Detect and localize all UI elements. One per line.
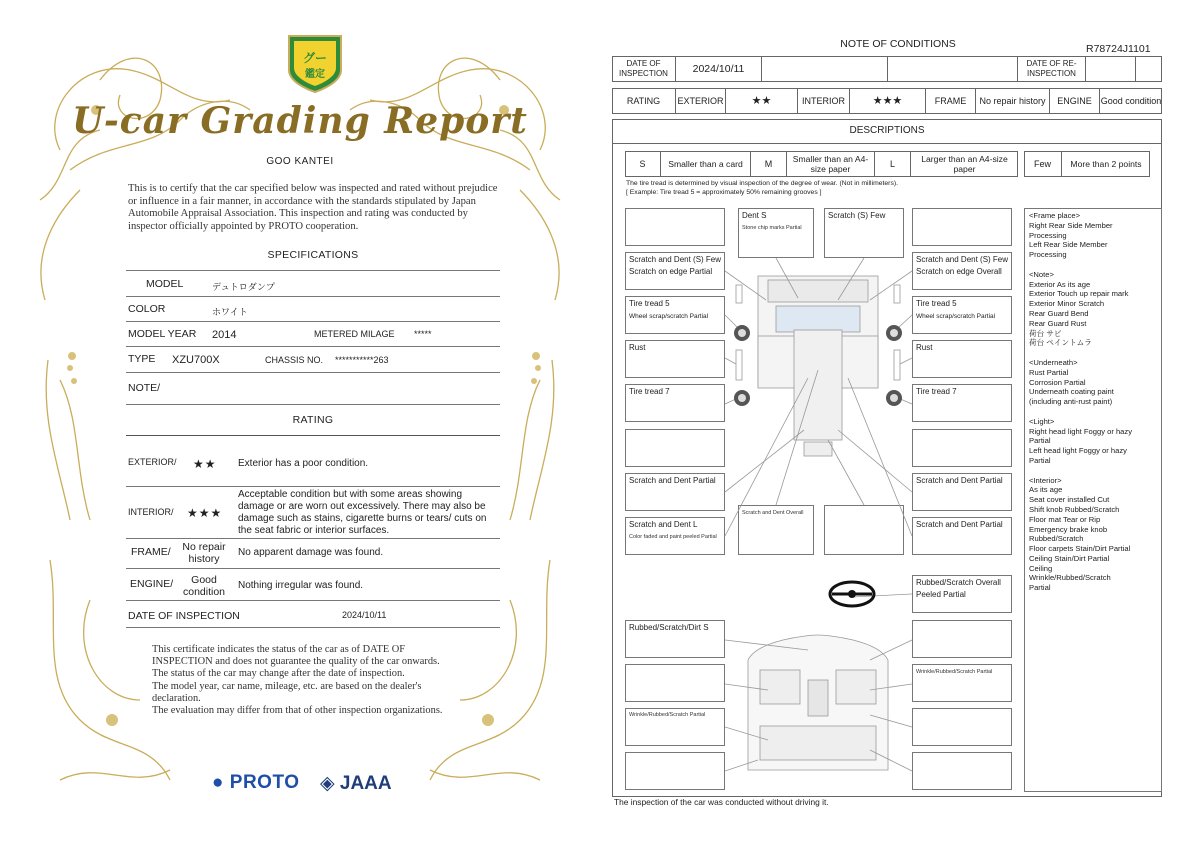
- interior-value-r: ★★★: [850, 88, 926, 114]
- note-gap: [1029, 348, 1157, 358]
- goo-kantei-emblem: [286, 32, 344, 94]
- box-left-tire5: Tire tread 5 Wheel scrap/scratch Partial: [625, 296, 725, 334]
- mileage-value: *****: [414, 329, 432, 339]
- box-blank-r4: [912, 708, 1012, 746]
- box-left-rust: Rust: [625, 340, 725, 378]
- note-label: NOTE/: [128, 382, 161, 394]
- box-blank-r3: [912, 620, 1012, 658]
- frame-value-r: No repair history: [976, 88, 1050, 114]
- reinspection-label: DATE OF RE-INSPECTION: [1018, 56, 1086, 82]
- engine-label-r: ENGINE: [1050, 88, 1100, 114]
- note-line: <Underneath>: [1029, 357, 1078, 367]
- chassis-label: CHASSIS NO.: [265, 355, 324, 365]
- note-line: Rear Guard Bend: [1029, 308, 1089, 318]
- tire-note-2: [ Example: Tire tread 5 = approximately 50% remaining grooves ]: [626, 189, 822, 196]
- note-gap: [1029, 260, 1157, 270]
- model-year-label: MODEL YEAR: [128, 328, 197, 340]
- note-of-conditions-sheet: NOTE OF CONDITIONS R78724J1101 DATE OF INSPECTION 2024/10/11 DATE OF RE-INSPECTION RATING EXTERIOR ★★ INTERIOR ★★★ FRAME No repair history ENGINE Good condition DESCRIPTIONS S Smaller than a card M Smaller than an A4-size paper L Larger than an A4-size paper Few More than 2 points The tire tread is determined by visual inspection of the degree of wear. (Not in millimeters). [ Example: Tire tread 5 = approximately 50% remaining grooves ] Scratch and Dent (S) Few Scratch on edge Partial Tire tread 5 Wheel scrap/scratch Partial Rust Tire tread 7 Scratch and Dent Partial Scratch and Dent L Color faded and paint peeled Partial Rubbed/Scratch/Dirt S Wrinkle/Rubbed/Scratch Partial Dent S Stone chip marks Partial Scratch (S) Few Scratch and Dent Overall Scratch and Dent (S) Few Scratch on edge Overall Tire tread 5 Wheel scrap/scratch Partial Rust Tire tread 7 Scratch and Dent Partial Scratch and Dent Partial Rubbed/Scratch Overall Peeled Partial Wrinkle/Rubbed/Scratch Partial <Frame place> Right Rear Side Member Processing Left Rear Side Member Processing <Note> Exterior As its age Exterior Touch up repair mark Exterior Minor Scratch Rear Guard Bend Rear Guard Rust 荷台 サビ 荷台 ペイントムラ <Underneath> Rust Partial Corrosion Partial Underneath coating paint (including anti-rust paint) <Light> Right head light Foggy or hazy Partial Left head light Foggy or hazy Partial <Interior> As its age Seat cover installed Cut Shift knob Rubbed/Scratch Floor mat Tear or Rip Emergency brake knob Rubbed/Scratch Floor carpets Stain/Dirt Partial Ceiling Stain/Dirt Partial Ceiling Wrinkle/Rubbed/Scratch Partial The inspection of the car was conducted without driving it.: [608, 0, 1200, 848]
- certificate-intro: This is to certify that the car specified below was inspected and rated without prejudice or influence in a fair manner, in accordance with the standards stipulated by Japan Automobile Appraisal Association. This inspection and rating was conducted by inspector officially appointed by PROTO cooperation.: [128, 183, 498, 232]
- box-blank-r5: [912, 752, 1012, 790]
- model-year-value: 2014: [212, 329, 237, 341]
- note-line: Ceiling Stain/Dirt Partial: [1029, 553, 1110, 563]
- box-blank-4: [625, 752, 725, 790]
- exterior-value-r: ★★: [726, 88, 798, 114]
- note-line: Floor carpets Stain/Dirt Partial: [1029, 544, 1131, 554]
- note-line: <Note>: [1029, 269, 1054, 279]
- box-right-rust: Rust: [912, 340, 1012, 378]
- certificate-issuer: GOO KANTEI: [266, 156, 334, 167]
- tire-note-1: The tire tread is determined by visual inspection of the degree of wear. (Not in millimeters).: [626, 180, 898, 187]
- interior-label-r: INTERIOR: [798, 88, 850, 114]
- note-line: Left head light Foggy or hazy: [1029, 446, 1127, 456]
- note-line: <Frame place>: [1029, 211, 1081, 220]
- rating-label: RATING: [612, 88, 676, 114]
- note-line: Underneath coating paint: [1029, 387, 1114, 397]
- chassis-value: ***********263: [335, 355, 389, 365]
- model-value: デュトロダンプ: [212, 282, 275, 292]
- box-blank-r1: [912, 208, 1012, 246]
- date-of-inspection-value: 2024/10/11: [676, 56, 762, 82]
- note-line: 荷台 ペイントムラ: [1029, 338, 1092, 348]
- date-value: 2024/10/11: [342, 610, 387, 620]
- certificate-footer: This certificate indicates the status of the car as of DATE OF INSPECTION and does not guarantee the quality of the car onwards. The status of the car may change after the date of inspection. The model year, car name, mileage, etc. are based on the dealer's declaration. The evaluation may differ from that of other inspection organizations.: [152, 644, 443, 717]
- color-label: COLOR: [128, 303, 166, 315]
- box-dent-s: Dent S Stone chip marks Partial: [738, 208, 814, 258]
- note-line: <Light>: [1029, 416, 1055, 426]
- mileage-label: METERED MILAGE: [314, 329, 395, 339]
- box-wrinkle-right: Wrinkle/Rubbed/Scratch Partial: [912, 664, 1012, 702]
- frame-desc: No apparent damage was found.: [238, 547, 384, 558]
- note-line: As its age: [1029, 485, 1063, 495]
- note-line: Seat cover installed Cut: [1029, 495, 1110, 505]
- note-line: <Interior>: [1029, 475, 1062, 485]
- note-line: Emergency brake knob: [1029, 524, 1108, 534]
- box-left-scratch-dent: Scratch and Dent (S) Few Scratch on edge Partial: [625, 252, 725, 290]
- exterior-label: EXTERIOR/: [128, 457, 177, 467]
- note-line: Partial: [1029, 583, 1051, 593]
- note-line: 荷台 サビ: [1029, 328, 1062, 338]
- note-line: Right Rear Side Member: [1029, 220, 1113, 230]
- descriptions-heading: DESCRIPTIONS: [612, 120, 1162, 144]
- exterior-stars: ★★: [193, 457, 217, 471]
- note-gap: [1029, 407, 1157, 417]
- note-line: Rear Guard Rust: [1029, 318, 1087, 328]
- box-blank-3: [625, 664, 725, 702]
- type-value: XZU700X: [172, 354, 220, 366]
- proto-logo: ● PROTO: [212, 772, 300, 793]
- notes-panel: [1024, 208, 1162, 792]
- report-id: R78724J1101: [1086, 43, 1151, 55]
- box-blank-r2: [912, 429, 1012, 467]
- emblem-text: グー: [302, 51, 328, 65]
- box-wrinkle-left: Wrinkle/Rubbed/Scratch Partial: [625, 708, 725, 746]
- exterior-label-r: EXTERIOR: [676, 88, 726, 114]
- note-line: Corrosion Partial: [1029, 377, 1086, 387]
- certificate-title: U-car Grading Report: [72, 100, 528, 142]
- engine-desc: Nothing irregular was found.: [238, 580, 364, 591]
- interior-desc: Acceptable condition but with some areas showing damage or are worn out excessively. There may also be damage such as stains, cigarette burns or tears/ cuts on the seat fabric or interior surfaces.: [238, 489, 487, 536]
- engine-value-r: Good condition: [1100, 95, 1162, 106]
- date-of-inspection-label: DATE OF INSPECTION: [612, 56, 676, 82]
- box-left-tire7: Tire tread 7: [625, 384, 725, 422]
- box-right-tire5: Tire tread 5 Wheel scrap/scratch Partial: [912, 296, 1012, 334]
- note-line: Rubbed/Scratch: [1029, 534, 1084, 544]
- box-scratch-s-few: Scratch (S) Few: [824, 208, 904, 258]
- frame-label: FRAME/: [131, 546, 171, 558]
- note-line: Wrinkle/Rubbed/Scratch: [1029, 573, 1111, 583]
- exterior-desc: Exterior has a poor condition.: [238, 458, 369, 469]
- note-line: Rust Partial: [1029, 367, 1069, 377]
- note-line: Shift knob Rubbed/Scratch: [1029, 504, 1120, 514]
- box-right-scratch-dent-partial-2: Scratch and Dent Partial: [912, 517, 1012, 555]
- note-line: Floor mat Tear or Rip: [1029, 514, 1101, 524]
- sheet-footer: The inspection of the car was conducted without driving it.: [614, 797, 829, 807]
- box-blank-center: [824, 505, 904, 555]
- note-gap: [1029, 466, 1157, 476]
- note-line: Exterior As its age: [1029, 279, 1091, 289]
- box-blank-1: [625, 208, 725, 246]
- note-line: Partial: [1029, 436, 1051, 446]
- box-left-scratch-dent-partial: Scratch and Dent Partial: [625, 473, 725, 511]
- note-line: Partial: [1029, 455, 1051, 465]
- box-blank-2: [625, 429, 725, 467]
- note-line: Exterior Touch up repair mark: [1029, 289, 1129, 299]
- type-label: TYPE: [128, 353, 156, 365]
- color-value: ホワイト: [212, 307, 248, 317]
- note-line: (including anti-rust paint): [1029, 397, 1113, 407]
- engine-value: Good condition: [182, 574, 226, 598]
- interior-stars: ★★★: [187, 506, 223, 520]
- note-line: Processing: [1029, 250, 1067, 260]
- jaaa-logo: ◈ JAAA: [320, 773, 392, 794]
- engine-label: ENGINE/: [130, 578, 174, 590]
- specifications-heading: SPECIFICATIONS: [267, 249, 359, 261]
- box-center-scratch-dent-overall: Scratch and Dent Overall: [738, 505, 814, 555]
- box-right-scratch-dent: Scratch and Dent (S) Few Scratch on edge Overall: [912, 252, 1012, 290]
- note-line: Right head light Foggy or hazy: [1029, 426, 1132, 436]
- note-line: Ceiling: [1029, 563, 1053, 573]
- note-line: Processing: [1029, 230, 1067, 240]
- box-right-scratch-dent-partial: Scratch and Dent Partial: [912, 473, 1012, 511]
- box-rubbed-dirt: Rubbed/Scratch/Dirt S: [625, 620, 725, 658]
- date-label: DATE OF INSPECTION: [128, 610, 240, 622]
- note-line: Left Rear Side Member: [1029, 240, 1108, 250]
- model-label: MODEL: [146, 278, 184, 290]
- frame-value: No repair history: [182, 541, 226, 565]
- box-right-tire7: Tire tread 7: [912, 384, 1012, 422]
- svg-text:鑑定: 鑑定: [305, 69, 325, 80]
- interior-label: INTERIOR/: [128, 507, 174, 517]
- note-line: Exterior Minor Scratch: [1029, 299, 1105, 309]
- box-scratch-dent-l: Scratch and Dent L Color faded and paint peeled Partial: [625, 517, 725, 555]
- box-wheel-rubbed: Rubbed/Scratch Overall Peeled Partial: [912, 575, 1012, 613]
- rating-heading: RATING: [292, 414, 334, 426]
- frame-label-r: FRAME: [926, 88, 976, 114]
- sheet-title: NOTE OF CONDITIONS: [840, 38, 956, 50]
